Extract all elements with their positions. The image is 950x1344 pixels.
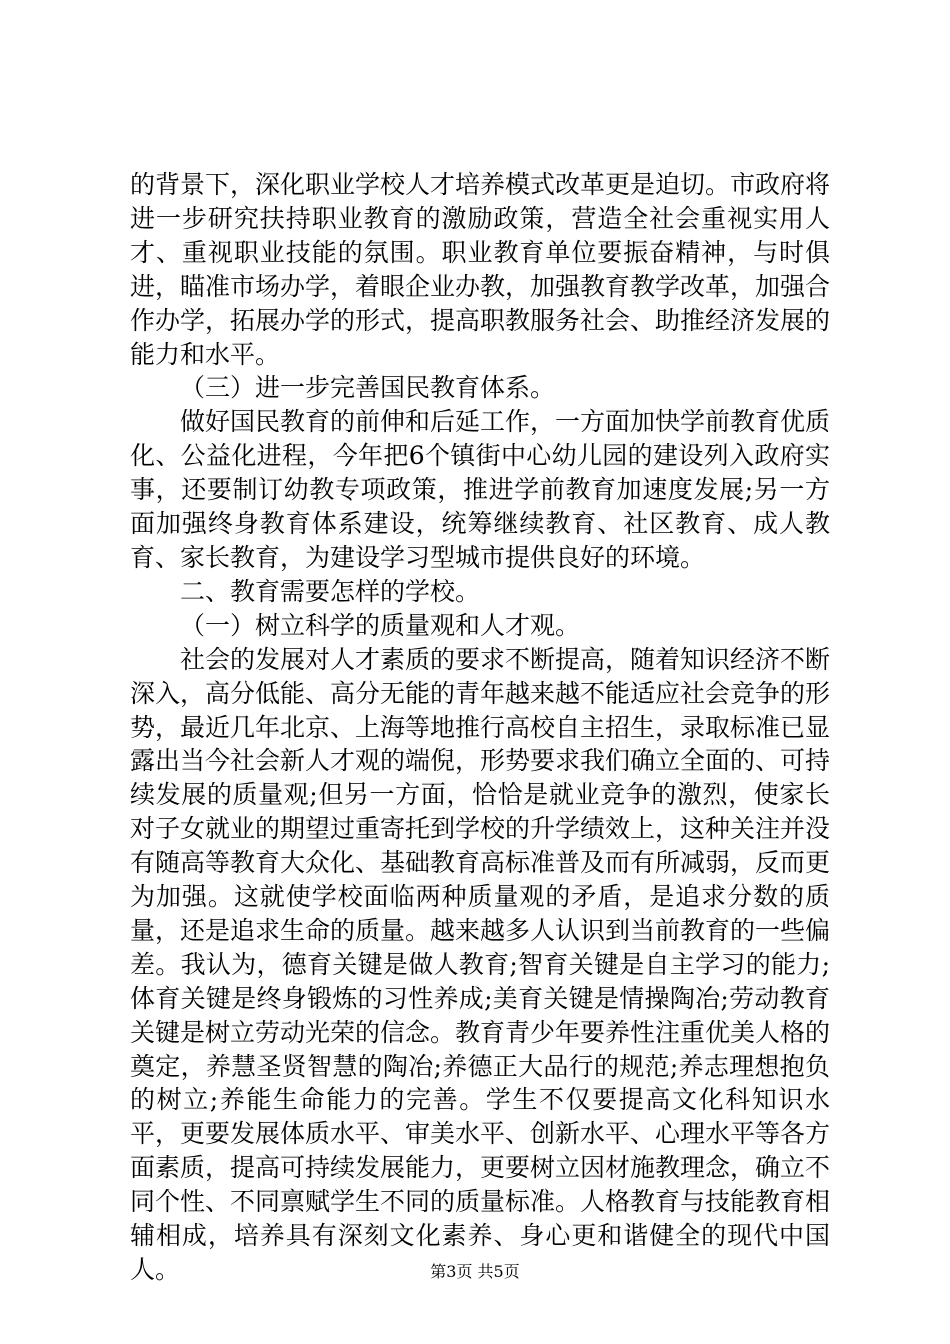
document-body <box>130 168 830 1287</box>
section-heading: 二、教育需要怎样的学校。 <box>180 576 481 606</box>
section-heading: （一）树立科学的质量观和人才观。 <box>180 610 581 640</box>
paragraph: 的背景下，深化职业学校人才培养模式改革更是迫切。市政府将进一步研究扶持职业教育的激励政策，营造全社会重视实用人才、重视职业技能的氛围。职业教育单位要振奋精神，与时俱进，瞄准市场办学，着眼企业办教，加强教育教学改革，加强合作办学，拓展办学的形式，提高职教服务社会、助推经济发展的能力和水平。 <box>130 170 831 369</box>
page-footer: 第3页 共5页 <box>430 1262 520 1281</box>
section-heading: （三）进一步完善国民教育体系。 <box>180 373 556 403</box>
paragraph: 社会的发展对人才素质的要求不断提高，随着知识经济不断深入，高分低能、高分无能的青年越来越不能适应社会竞争的形势，最近几年北京、上海等地推行高校自主招生，录取标准已显露出当今社会新人才观的端倪，形势要求我们确立全面的、可持续发展的质量观;但另一方面，恰恰是就业竞争的激烈，使家长对子女就业的期望过重寄托到学校的升学绩效上，这种关注并没有随高等教育大众化、基础教育高标准普及而有所减弱，反而更为加强。这就使学校面临两种质量观的矛盾，是追求分数的质量，还是追求生命的质量。越来越多人认识到当前教育的一些偏差。我认为，德育关键是做人教育;智育关键是自主学习的能力;体育关键是终身锻炼的习性养成;美育关键是情操陶冶;劳动教育关键是树立劳动光荣的信念。教育青少年要养性注重优美人格的奠定，养慧圣贤智慧的陶冶;养德正大品行的规范;养志理想抱负的树立;养能生命能力的完善。学生不仅要提高文化科知识水平，更要发展体质水平、审美水平、创新水平、心理水平等各方面素质，提高可持续发展能力，更要树立因材施教理念，确立不同个性、不同禀赋学生不同的质量标准。人格教育与技能教育相辅相成，培养具有深刻文化素养、身心更和谐健全的现代中国人。 <box>130 644 831 1284</box>
paragraph: 做好国民教育的前伸和后延工作，一方面加快学前教育优质化、公益化进程，今年把6个镇街中心幼儿园的建设列入政府实事，还要制订幼教专项政策，推进学前教育加速度发展;另一方面加强终身教育体系建设，统筹继续教育、社区教育、成人教育、家长教育，为建设学习型城市提供良好的环境。 <box>130 407 831 572</box>
